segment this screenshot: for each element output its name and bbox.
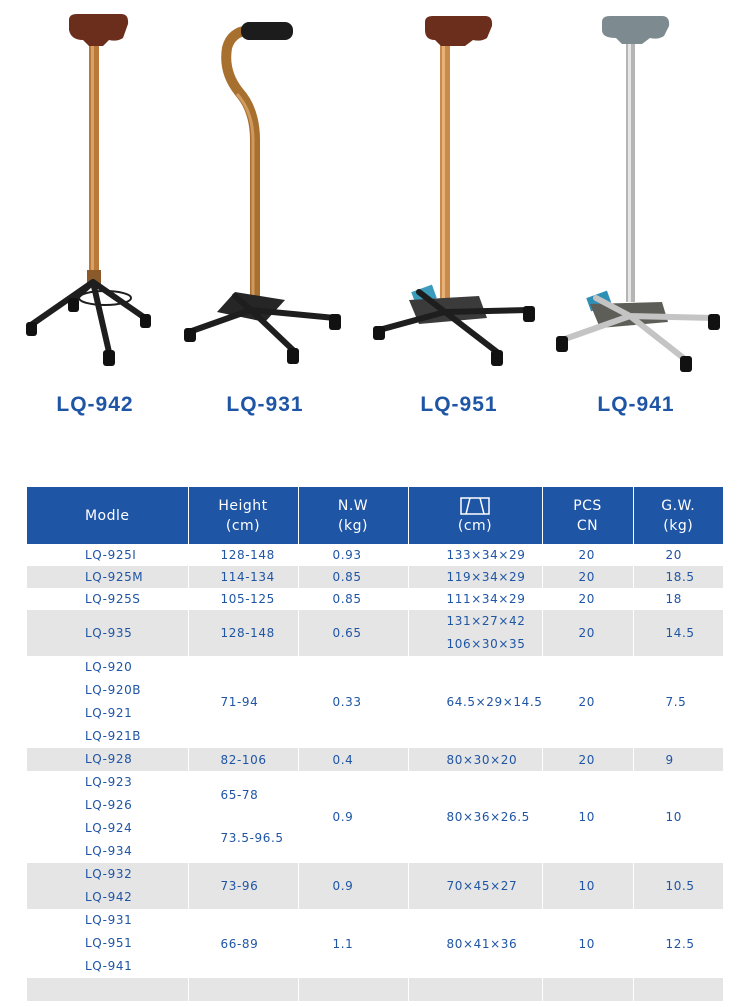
model-code: LQ-925S	[85, 592, 141, 606]
header-pcs	[542, 487, 633, 544]
model-code: LQ-928	[85, 752, 133, 766]
model-label: LQ-951	[420, 393, 498, 416]
cell-size: 80×36×26.5	[408, 771, 542, 863]
model-code: LQ-942	[85, 890, 133, 904]
cell-size: 64.5×29×14.5	[408, 656, 542, 748]
cell-height: 128-148	[188, 610, 298, 656]
cell-pcs: 20	[542, 748, 633, 771]
cell-nw: 1.1	[298, 909, 408, 978]
cell-model	[27, 588, 188, 610]
cell-size: 133×34×29	[408, 544, 542, 566]
model-code: LQ-925M	[85, 570, 144, 584]
product-gallery	[0, 0, 751, 430]
size-value: 106×30×35	[446, 637, 526, 651]
model-code: LQ-951	[85, 936, 133, 950]
header-gw	[633, 487, 723, 544]
table-header-row	[27, 487, 723, 544]
cell-model	[27, 863, 188, 909]
cell-pcs: 10	[542, 863, 633, 909]
header-pcs-unit: CN	[576, 517, 599, 534]
model-code: LQ-920	[85, 660, 133, 674]
model-code: LQ-923	[85, 775, 133, 789]
header-nw-label: N.W	[337, 497, 369, 514]
cell-empty	[27, 978, 188, 1001]
header-height-unit: (cm)	[225, 517, 261, 534]
height-value: 65-78	[220, 788, 259, 802]
model-code: LQ-926	[85, 798, 133, 812]
product-lq-931	[175, 0, 355, 430]
cane-lq-931-image	[175, 0, 355, 390]
table-row-empty	[27, 978, 723, 1001]
header-gw-label: G.W.	[661, 497, 696, 514]
carton-size-icon	[409, 496, 542, 516]
cell-pcs: 10	[542, 909, 633, 978]
table-row	[27, 656, 723, 748]
header-model: Modle	[27, 487, 188, 544]
cell-model	[27, 748, 188, 771]
cell-gw: 10.5	[633, 863, 723, 909]
cane-lq-942-image	[5, 0, 185, 390]
cell-gw: 10	[633, 771, 723, 863]
model-code: LQ-931	[85, 913, 133, 927]
model-code: LQ-925I	[85, 548, 137, 562]
spec-table	[27, 487, 723, 1001]
table-row	[27, 771, 723, 863]
cell-gw: 7.5	[633, 656, 723, 748]
model-code: LQ-924	[85, 821, 133, 835]
cell-size: 111×34×29	[408, 588, 542, 610]
cell-pcs: 20	[542, 656, 633, 748]
cell-height: 128-148	[188, 544, 298, 566]
cell-size	[408, 610, 542, 656]
cane-lq-941-image	[546, 0, 726, 390]
cell-gw: 9	[633, 748, 723, 771]
cell-nw: 0.93	[298, 544, 408, 566]
cell-size: 80×30×20	[408, 748, 542, 771]
cell-height: 73-96	[188, 863, 298, 909]
header-size-unit: (cm)	[457, 517, 493, 534]
cell-height: 66-89	[188, 909, 298, 978]
cell-height	[188, 771, 298, 863]
table-row	[27, 566, 723, 588]
model-code: LQ-932	[85, 867, 133, 881]
model-code: LQ-935	[85, 625, 133, 640]
cell-nw: 0.33	[298, 656, 408, 748]
cell-height: 71-94	[188, 656, 298, 748]
cell-gw: 18	[633, 588, 723, 610]
header-nw-unit: (kg)	[338, 517, 368, 534]
header-gw-unit: (kg)	[663, 517, 694, 534]
cell-nw: 0.9	[298, 863, 408, 909]
table-row	[27, 863, 723, 909]
model-label: LQ-942	[56, 393, 134, 416]
cell-empty	[298, 978, 408, 1001]
cell-size: 119×34×29	[408, 566, 542, 588]
table-row	[27, 748, 723, 771]
cell-model	[27, 610, 188, 656]
cell-pcs: 20	[542, 544, 633, 566]
cell-height: 114-134	[188, 566, 298, 588]
cell-nw: 0.85	[298, 588, 408, 610]
model-label: LQ-931	[226, 393, 304, 416]
cell-nw: 0.85	[298, 566, 408, 588]
cell-pcs: 10	[542, 771, 633, 863]
cell-empty	[633, 978, 723, 1001]
cell-gw: 14.5	[633, 610, 723, 656]
table-row	[27, 909, 723, 978]
model-code: LQ-934	[85, 844, 133, 858]
cell-model	[27, 909, 188, 978]
cell-gw: 20	[633, 544, 723, 566]
header-nw	[298, 487, 408, 544]
cane-lq-951-image	[369, 0, 549, 390]
cell-model	[27, 656, 188, 748]
cell-height: 105-125	[188, 588, 298, 610]
cell-model	[27, 566, 188, 588]
cell-height: 82-106	[188, 748, 298, 771]
cell-nw: 0.65	[298, 610, 408, 656]
table-row	[27, 588, 723, 610]
cell-gw: 18.5	[633, 566, 723, 588]
cell-empty	[408, 978, 542, 1001]
cell-model	[27, 771, 188, 863]
cell-model	[27, 544, 188, 566]
cell-empty	[188, 978, 298, 1001]
model-label: LQ-941	[597, 393, 675, 416]
cell-gw: 12.5	[633, 909, 723, 978]
cell-empty	[542, 978, 633, 1001]
cell-nw: 0.9	[298, 771, 408, 863]
product-lq-951	[369, 0, 549, 430]
height-value: 73.5-96.5	[220, 831, 284, 845]
cell-nw: 0.4	[298, 748, 408, 771]
model-code: LQ-921	[85, 706, 133, 720]
model-code: LQ-920B	[85, 683, 142, 697]
product-lq-942	[5, 0, 185, 430]
model-code: LQ-941	[85, 959, 133, 973]
product-lq-941	[546, 0, 726, 430]
cell-pcs: 20	[542, 566, 633, 588]
table-row	[27, 544, 723, 566]
cell-size: 80×41×36	[408, 909, 542, 978]
cell-pcs: 20	[542, 610, 633, 656]
size-value: 131×27×42	[446, 614, 526, 628]
cell-pcs: 20	[542, 588, 633, 610]
table-row	[27, 610, 723, 656]
header-height	[188, 487, 298, 544]
header-pcs-label: PCS	[573, 497, 602, 514]
model-code: LQ-921B	[85, 729, 142, 743]
header-size	[408, 487, 542, 544]
cell-size: 70×45×27	[408, 863, 542, 909]
header-height-label: Height	[218, 497, 268, 514]
